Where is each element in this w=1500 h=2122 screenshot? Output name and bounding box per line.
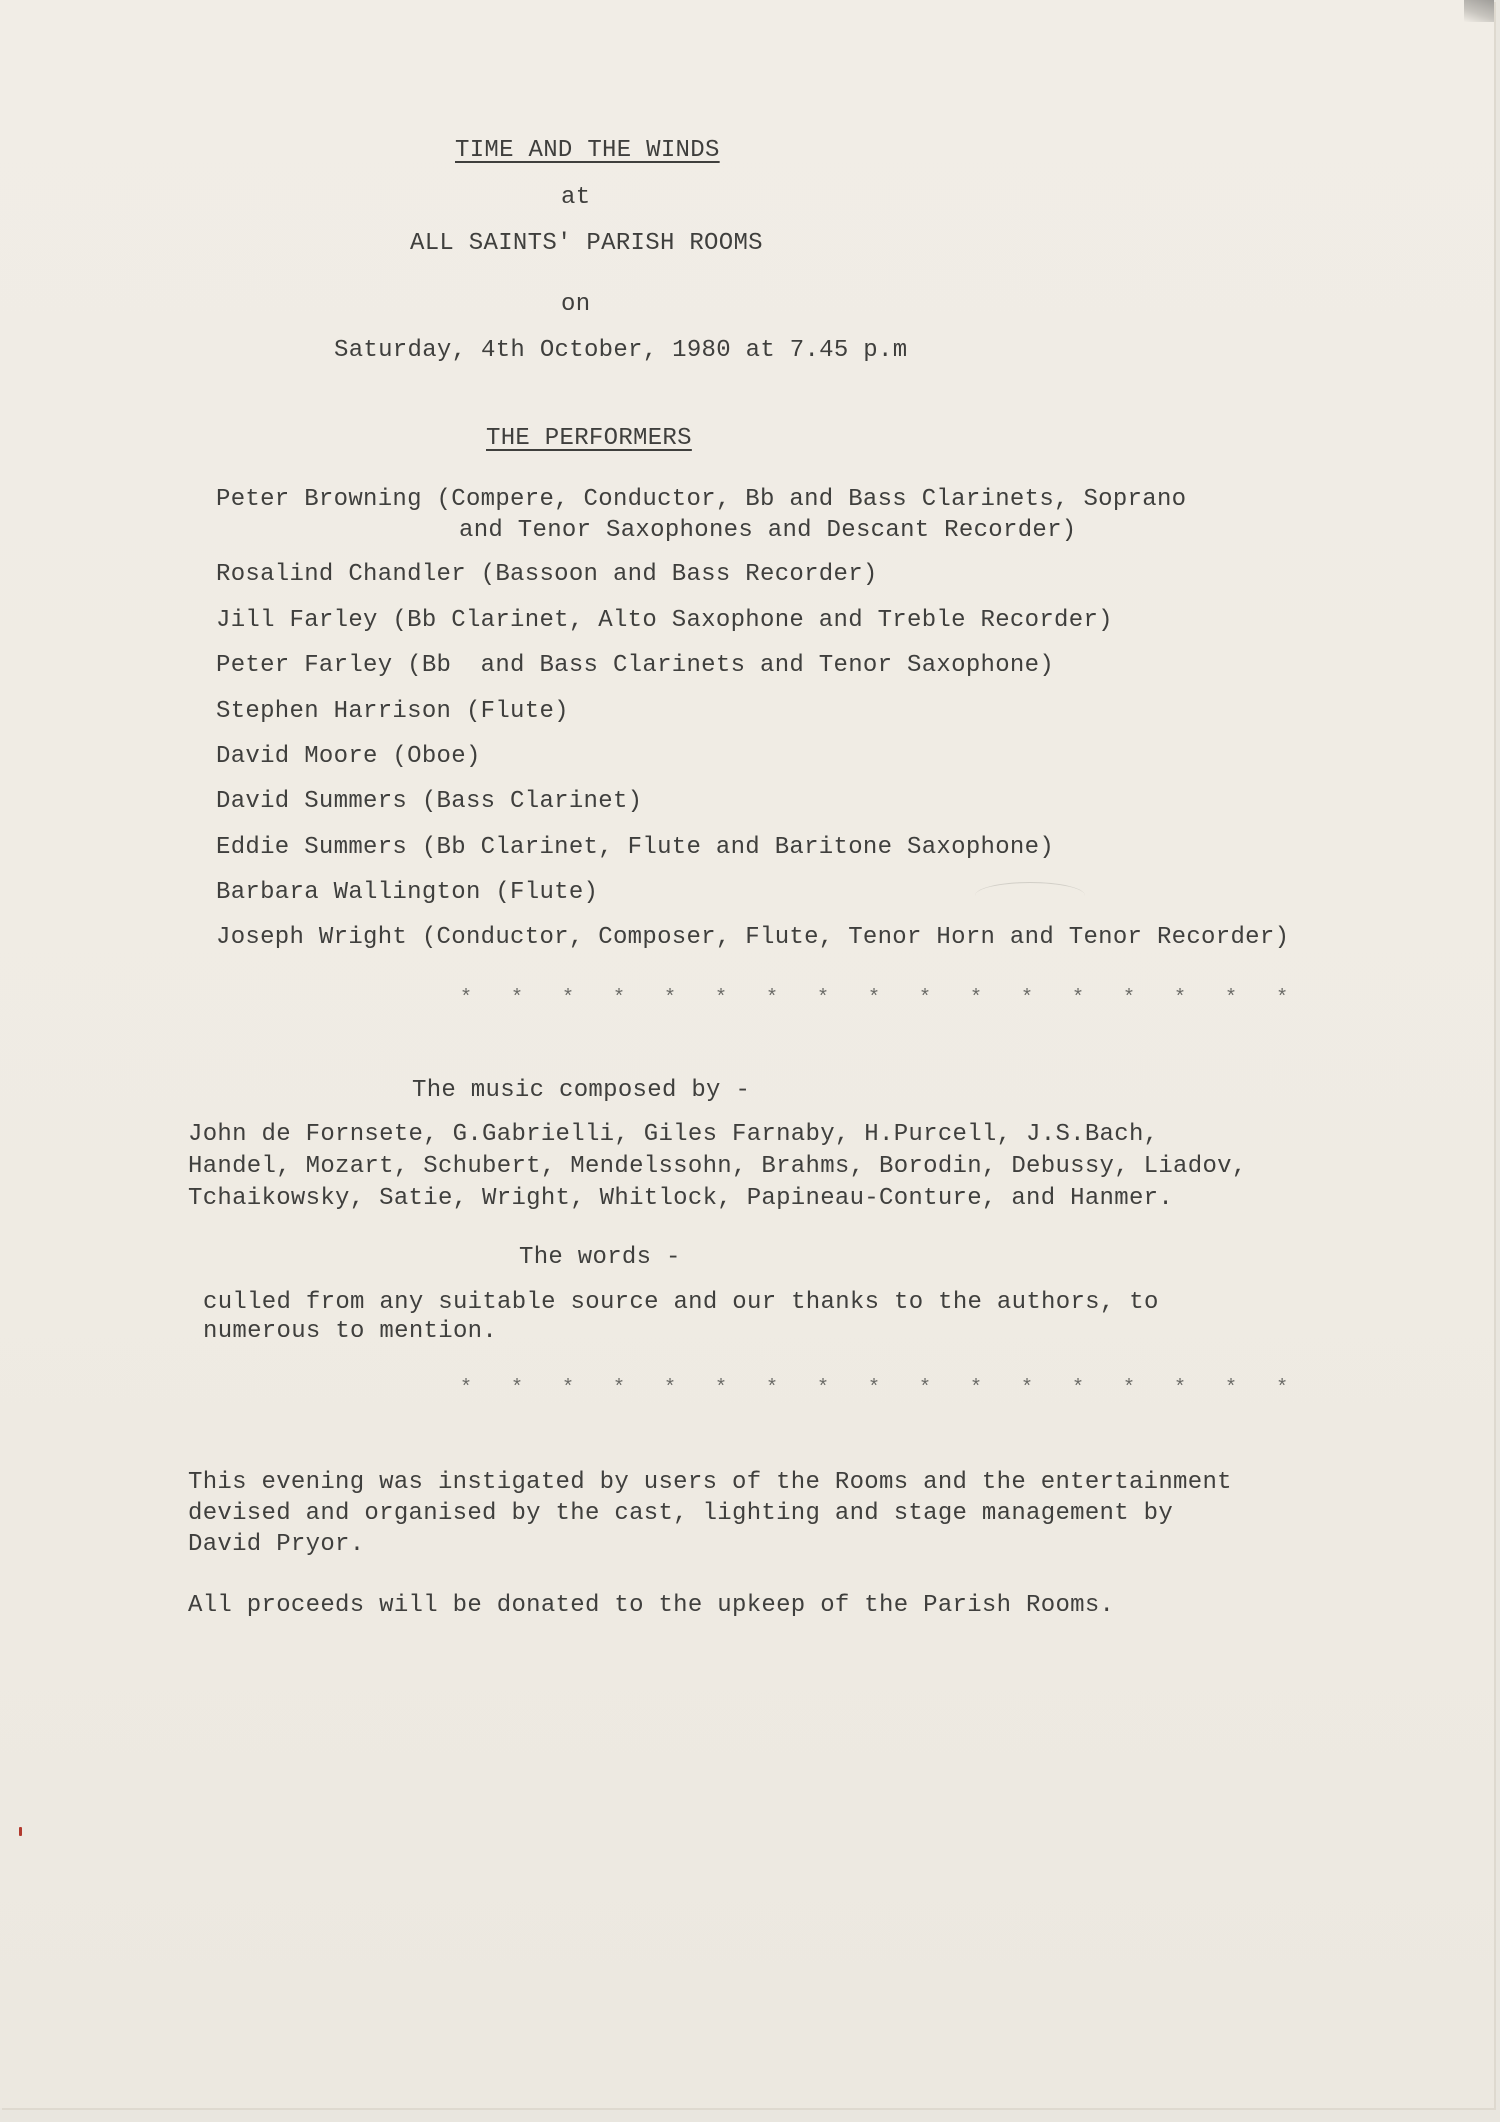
performer-entry-continued: and Tenor Saxophones and Descant Recorder) (459, 517, 1077, 544)
proceeds-note: All proceeds will be donated to the upkeep of the Parish Rooms. (188, 1592, 1115, 1619)
composer-line: Tchaikowsky, Satie, Wright, Whitlock, Papineau-Conture, and Hanmer. (188, 1185, 1174, 1212)
star-separator: * * * * * * * * * * * * * * * * * (460, 1377, 1302, 1400)
words-heading: The words - (519, 1244, 681, 1271)
performer-entry: Peter Browning (Compere, Conductor, Bb and Bass Clarinets, Soprano (216, 486, 1187, 513)
closing-line: devised and organised by the cast, lighting and stage management by (188, 1500, 1174, 1527)
performer-entry: Rosalind Chandler (Bassoon and Bass Recorder) (216, 561, 878, 588)
performer-entry: Barbara Wallington (Flute) (216, 879, 599, 906)
words-line: culled from any suitable source and our thanks to the authors, to (203, 1289, 1159, 1316)
performer-entry: Eddie Summers (Bb Clarinet, Flute and Baritone Saxophone) (216, 834, 1055, 861)
ink-mark (19, 1827, 22, 1836)
paper-crease (975, 882, 1085, 909)
concert-date: Saturday, 4th October, 1980 at 7.45 p.m (334, 337, 908, 364)
page-corner (1464, 0, 1494, 22)
composer-line: John de Fornsete, G.Gabrielli, Giles Farnaby, H.Purcell, J.S.Bach, (188, 1121, 1159, 1148)
concert-title: TIME AND THE WINDS (455, 137, 720, 164)
closing-line: This evening was instigated by users of the Rooms and the entertainment (188, 1469, 1232, 1496)
performer-entry: Joseph Wright (Conductor, Composer, Flute, Tenor Horn and Tenor Recorder) (216, 924, 1290, 951)
star-separator: * * * * * * * * * * * * * * * * * (460, 987, 1302, 1010)
closing-line: David Pryor. (188, 1531, 365, 1558)
performer-entry: Jill Farley (Bb Clarinet, Alto Saxophone and Treble Recorder) (216, 607, 1113, 634)
performer-entry: Stephen Harrison (Flute) (216, 698, 569, 725)
performer-entry: David Moore (Oboe) (216, 743, 481, 770)
venue: ALL SAINTS' PARISH ROOMS (410, 230, 763, 257)
performers-heading: THE PERFORMERS (486, 425, 692, 452)
words-line: numerous to mention. (203, 1318, 498, 1345)
composer-line: Handel, Mozart, Schubert, Mendelssohn, Brahms, Borodin, Debussy, Liadov, (188, 1153, 1247, 1180)
performer-entry: Peter Farley (Bb and Bass Clarinets and Tenor Saxophone) (216, 652, 1055, 679)
on-label: on (561, 291, 591, 318)
music-heading: The music composed by - (412, 1077, 751, 1104)
at-label: at (561, 184, 591, 211)
performer-entry: David Summers (Bass Clarinet) (216, 788, 643, 815)
